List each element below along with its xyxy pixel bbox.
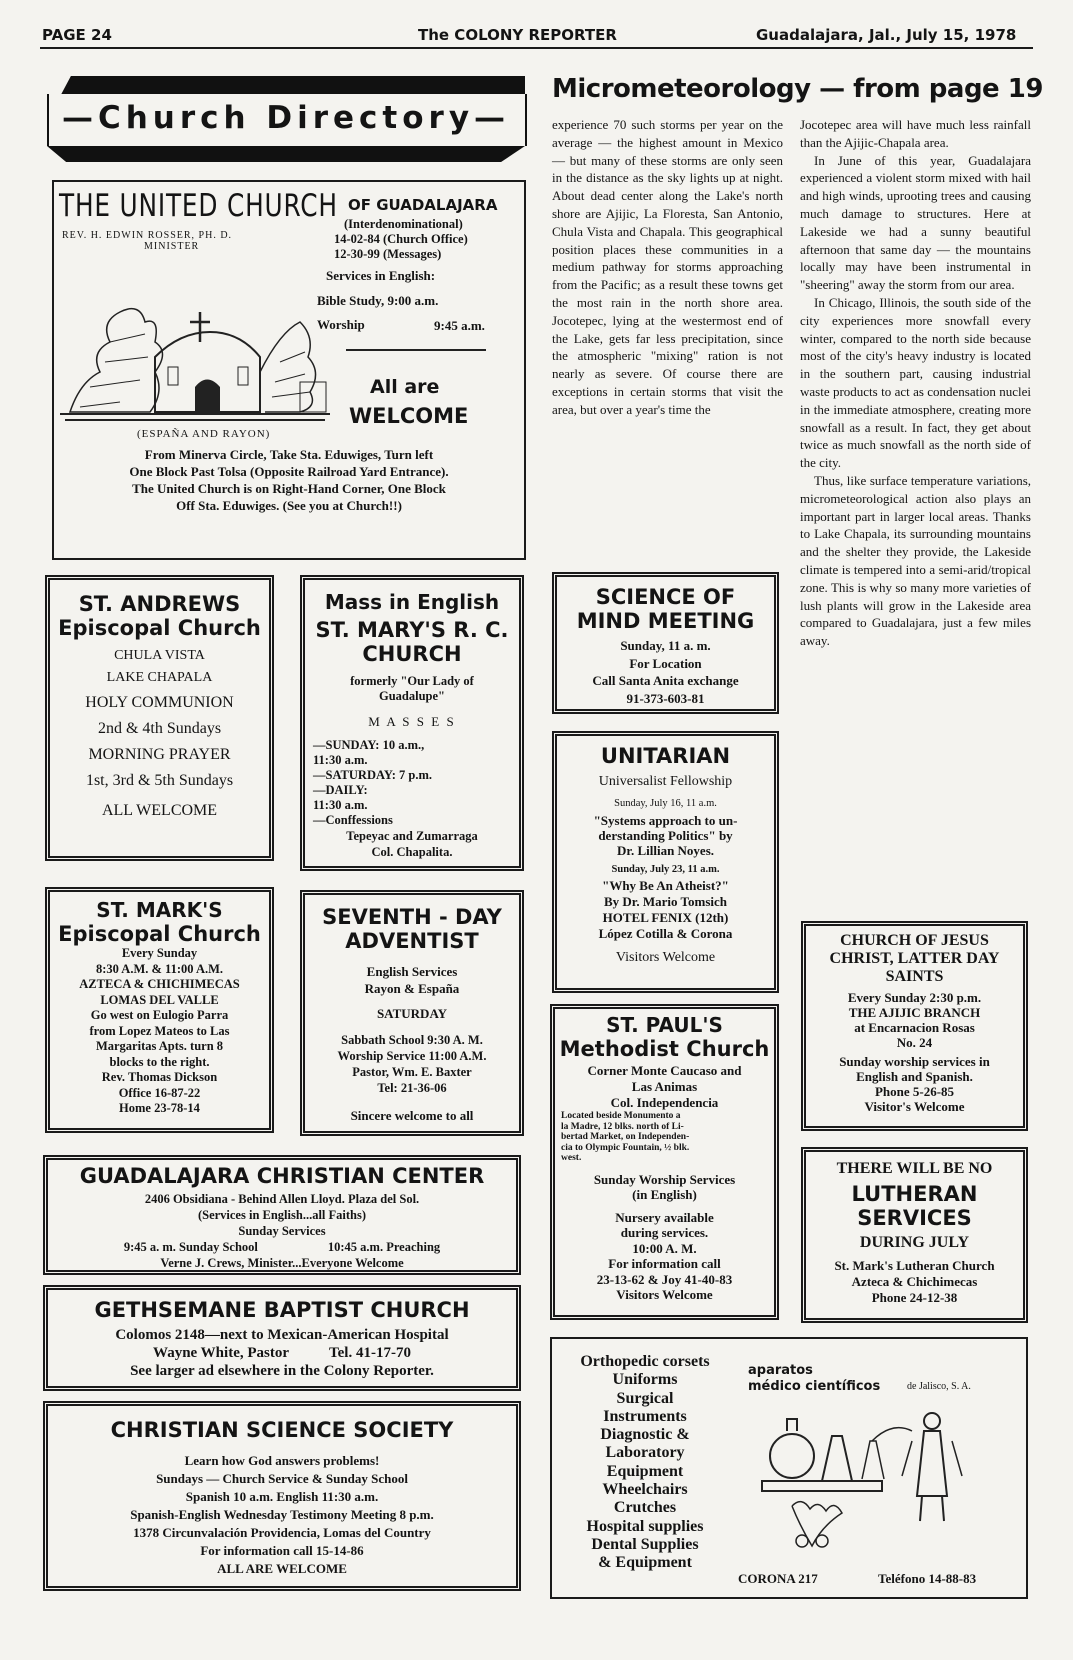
direction-line: One Block Past Tolsa (Opposite Railroad Yard Entrance). [129,464,449,479]
st-marys-line: 11:30 a.m. [313,753,368,767]
st-pauls-line: la Madre, 12 blks. north of Li- [561,1121,684,1132]
st-marks-ad [48,890,271,1130]
lds-line: No. 24 [896,1035,933,1050]
medical-item: Diagnostic & [600,1426,690,1444]
unitarian-line: Dr. Lillian Noyes. [616,843,715,858]
article-column-1 [552,116,783,419]
christian-science-line: For information call 15-14-86 [200,1543,364,1558]
st-andrews-line: HOLY COMMUNION [85,694,234,711]
christian-center-title: GUADALAJARA CHRISTIAN CENTER [79,1164,485,1188]
united-church-minister-title: MINISTER [144,241,200,252]
article-paragraph: Thus, like surface temperature variations, micrometeorological action also plays an important part in larger local areas. Thanks to Lake Chapala, its surrounding mountains and the shelter they provide, the Lakeside climate is tempered into a semi-arid/tropical zone. This is why so many more varieties of lush plants will grow in the Lakeside area compared to Guadalajara, just a few miles away. [800,472,1031,649]
newspaper-name: The COLONY REPORTER [418,26,617,44]
lutheran-line: St. Mark's Lutheran Church [834,1258,995,1273]
unitarian-line: By Dr. Mario Tomsich [603,894,728,909]
lds-line: English and Spanish. [856,1069,973,1084]
st-andrews-line: 1st, 3rd & 5th Sundays [85,772,234,789]
st-marys-ad [303,578,521,868]
gethsemane-title: GETHSEMANE BAPTIST CHURCH [94,1298,470,1322]
st-marks-line: from Lopez Mateos to Las [89,1023,230,1038]
unitarian-line: "Why Be An Atheist?" [602,878,729,893]
article-paragraph: Jocotepec area will have much less rainfall than the Ajijic-Chapala area. [800,117,1031,150]
st-marys-masses: M A S S E S [368,714,456,729]
welcome-line-2: WELCOME [349,404,469,428]
christian-center-school: 9:45 a. m. Sunday School [123,1240,258,1254]
services-rule [346,349,486,351]
adventist-ad [303,893,521,1133]
direction-line: Off Sta. Eduwiges. (See you at Church!!) [176,498,402,513]
adventist-title-2: ADVENTIST [345,929,479,953]
lds-line: Phone 5-26-85 [874,1084,955,1099]
lutheran-line: THERE WILL BE NO [836,1160,993,1177]
science-mind-line: 91-373-603-81 [626,690,705,706]
st-pauls-line: Nursery available [615,1209,714,1225]
st-pauls-line: Sunday Worship Services [593,1171,736,1187]
lutheran-line: DURING JULY [859,1234,970,1251]
st-marks-line: blocks to the right. [109,1054,210,1069]
united-church-ad [52,180,526,560]
st-andrews-ad [48,578,271,858]
medical-item: Crutches [613,1499,677,1517]
st-marys-line: —Conffessions [313,813,393,827]
lds-line: Sunday worship services in [839,1054,990,1069]
st-pauls-subtitle: Methodist Church [559,1037,770,1061]
article-paragraph: In Chicago, Illinois, the south side of the city experiences more snowfall every winter, compared to the north side because most of the city's heavy industry is located in the southern part, causing industrial waste products to act as condensation nuclei in the immediate atmosphere, creating more snowfall as a result. In fact, they get about twice as much snowfall as the north side of the city. [800,294,1031,471]
st-andrews-line: LAKE CHAPALA [106,670,213,685]
adventist-line: Pastor, Wm. E. Baxter [352,1065,472,1079]
medical-item: Wheelchairs [602,1481,688,1499]
st-marks-line: Margaritas Apts. turn 8 [95,1039,224,1053]
christian-science-title: CHRISTIAN SCIENCE SOCIETY [110,1418,454,1442]
science-mind-line: Sunday, 11 a. m. [620,638,711,653]
united-church-phone-messages: 12-30-99 (Messages) [334,247,442,261]
st-pauls-line: during services. [620,1225,709,1240]
unitarian-line: Visitors Welcome [615,950,716,965]
united-church-of: OF GUADALAJARA [348,196,498,214]
medical-address: CORONA 217 [738,1571,818,1586]
christian-science-line: ALL ARE WELCOME [217,1561,347,1576]
lds-ad [804,924,1025,1128]
medical-item: Equipment [606,1462,684,1480]
st-marys-header: Mass in English [324,590,500,614]
lds-title-2: CHRIST, LATTER DAY [829,950,1000,967]
dateline: Guadalajara, Jal., July 15, 1978 [756,26,1017,44]
article-paragraph: experience 70 such storms per year on the average — the highest amount in Mexico — but many of these storms are only seen in the distance as the sky lights up at night. About dead center along the Lake's north shore are Ajijic, La Floresta, San Antonio, Chula Vista and Chapala. This geographical position places these communities in a medium pathway for storms approaching from the Pacific; as a result these towns get the most rain in the north shore area. Jocotepec, lying at the westermost end of the Lake, gets far less precipitation, since the atmospheric "mixing" ration is not nearly as severe. Of course there are exceptions in certain storms that visit the area, but over a year's time the [552,117,783,417]
adventist-line: Tel: 21-36-06 [377,1081,447,1095]
st-marks-line: 8:30 A.M. & 11:00 A.M. [95,961,224,976]
st-andrews-line: CHULA VISTA [114,648,205,663]
st-marks-line: Every Sunday [121,946,198,960]
st-pauls-line: bertad Market, on Independen- [561,1132,690,1142]
united-church-sub: (Interdenominational) [344,217,463,231]
st-marys-line: —SATURDAY: 7 p.m. [313,768,433,782]
st-marys-line: Tepeyac and Zumarraga [346,829,478,843]
lds-title: CHURCH OF JESUS [840,932,989,949]
worship-label: Worship [317,317,365,332]
christian-science-line: 1378 Circunvalación Providencia, Lomas del Country [133,1525,431,1540]
st-pauls-line: 10:00 A. M. [632,1240,697,1256]
christian-center-line: Verne J. Crews, Minister...Everyone Welcome [160,1256,404,1270]
medical-item: Laboratory [605,1444,685,1462]
st-marys-line: 11:30 a.m. [313,798,368,812]
st-pauls-line: cia to Olympic Fountain, ½ blk. [561,1142,690,1153]
christian-center-line: Sunday Services [238,1224,326,1238]
bible-study: Bible Study, 9:00 a.m. [317,293,439,308]
science-mind-line: Call Santa Anita exchange [592,673,739,688]
christian-science-line: Sundays — Church Service & Sunday School [156,1471,408,1486]
medical-item: Instruments [603,1407,687,1425]
direction-line: The United Church is on Right-Hand Corner, One Block [132,481,446,496]
lutheran-title-2: SERVICES [857,1206,972,1230]
lds-line: at Encarnacion Rosas [854,1020,975,1035]
st-marks-title: ST. MARK'S [96,898,223,922]
science-mind-line: For Location [629,655,702,671]
st-marys-line: formerly "Our Lady of [350,674,474,688]
st-pauls-line: For information call [608,1256,721,1271]
st-marys-line: Guadalupe" [379,689,445,703]
lutheran-line: Azteca & Chichimecas [851,1274,978,1289]
st-andrews-line: 2nd & 4th Sundays [97,720,222,737]
st-pauls-line: 23-13-62 & Joy 41-40-83 [596,1271,733,1287]
unitarian-line: López Cotilla & Corona [598,926,733,941]
adventist-line: Rayon & España [364,981,460,996]
st-marks-line: Office 16-87-22 [118,1085,201,1100]
adventist-title: SEVENTH - DAY [322,905,502,929]
st-pauls-ad [553,1007,776,1317]
christian-center-preaching: 10:45 a.m. Preaching [327,1240,441,1254]
medical-phone: Teléfono 14-88-83 [878,1571,977,1586]
st-marks-line: LOMAS DEL VALLE [100,992,219,1007]
st-andrews-title: ST. ANDREWS [78,592,241,616]
unitarian-line: Sunday, July 16, 11 a.m. [614,798,717,809]
medical-brand-2: médico científicos [748,1379,881,1394]
gethsemane-pastor-line [48,1344,516,1362]
gethsemane-phone: Tel. 41-17-70 [329,1345,411,1361]
united-church-phone-office: 14-02-84 (Church Office) [334,232,468,246]
gethsemane-line: See larger ad elsewhere in the Colony Reporter. [130,1363,434,1379]
article-paragraph: In June of this year, Guadalajara experienced a violent storm mixed with hail and high winds, uprooting trees and causing much damage to structures. Here at Lakeside we had a sunny beautiful afternoon that same day — the mountains locally may have been instrumental in "sheering" away the storm from our area. [800,152,1031,293]
christian-center-schedule [48,1239,516,1255]
page-number: PAGE 24 [42,26,112,44]
medical-item: Dental Supplies [591,1535,699,1553]
unitarian-line: Sunday, July 23, 11 a.m. [611,864,720,875]
masthead-rule [40,47,1033,49]
adventist-line: SATURDAY [376,1006,448,1021]
welcome-line-1: All are [370,376,440,398]
directory-title: —Church Directory— [61,100,511,136]
st-marys-title-2: CHURCH [362,642,462,666]
lds-line: Every Sunday 2:30 p.m. [847,990,982,1005]
united-church-minister: REV. H. EDWIN ROSSER, PH. D. [62,230,233,241]
science-mind-title-2: MIND MEETING [576,609,755,633]
lutheran-ad [804,1150,1025,1320]
services-label: Services in English: [326,268,436,283]
article-column-2 [800,116,1031,650]
gethsemane-ad [46,1288,518,1388]
lutheran-line: Phone 24-12-38 [871,1290,958,1305]
st-marys-line: —DAILY: [313,783,368,797]
church-illustration-icon [60,262,330,432]
medical-item: Surgical [616,1389,674,1407]
united-church-directions [58,446,520,514]
unitarian-line: "Systems approach to un- [593,813,738,828]
medical-items-list [560,1353,730,1573]
science-of-mind-ad [555,575,776,711]
st-marks-line: AZTECA & CHICHIMECAS [79,977,240,991]
st-marks-line: Home 23-78-14 [119,1101,200,1115]
unitarian-ad [555,734,776,990]
medical-item: & Equipment [598,1554,692,1572]
unitarian-line: derstanding Politics" by [598,828,733,843]
direction-line: From Minerva Circle, Take Sta. Eduwiges, Turn left [144,447,434,462]
united-church-caption: (ESPAÑA AND RAYON) [137,428,271,440]
gethsemane-pastor: Wayne White, Pastor [153,1345,289,1361]
st-pauls-line: Corner Monte Caucaso and [587,1063,742,1078]
adventist-line: Sincere welcome to all [350,1108,474,1123]
adventist-line: English Services [366,964,458,979]
st-marys-title: ST. MARY'S R. C. [315,618,509,642]
st-marys-line: Col. Chapalita. [371,845,453,859]
lds-title-3: SAINTS [885,968,944,985]
lutheran-title: LUTHERAN [851,1182,978,1206]
medical-item: Orthopedic corsets [580,1353,710,1370]
st-marys-line: —SUNDAY: 10 a.m., [313,738,425,752]
christian-science-line: Spanish 10 a.m. English 11:30 a.m. [185,1489,379,1504]
lab-equipment-illustration-icon [752,1401,1022,1561]
st-pauls-line: Located beside Monumento a [561,1111,681,1121]
unitarian-line: Universalist Fellowship [598,774,733,789]
st-pauls-line: west. [561,1153,582,1163]
st-pauls-line: Col. Independencia [610,1095,719,1110]
adventist-line: Sabbath School 9:30 A. M. [341,1033,483,1047]
article-headline: Micrometeorology — from page 19 [552,74,1043,104]
medical-item: Hospital supplies [586,1517,704,1535]
medical-brand-1: aparatos [748,1363,813,1378]
unitarian-title: UNITARIAN [600,744,731,768]
directory-banner [47,76,525,168]
christian-center-line: (Services in English...all Faiths) [197,1208,367,1222]
medical-item: Uniforms [612,1371,678,1389]
medical-brand-3: de Jalisco, S. A. [907,1381,971,1392]
st-andrews-line: ALL WELCOME [101,802,218,819]
st-pauls-line: (in English) [632,1187,697,1202]
christian-science-ad [46,1404,518,1588]
st-pauls-line: Las Animas [631,1079,698,1094]
st-marks-subtitle: Episcopal Church [58,922,261,946]
christian-science-line: Learn how God answers problems! [184,1453,380,1468]
lds-line: THE AJIJIC BRANCH [848,1005,981,1020]
gethsemane-line: Colomos 2148—next to Mexican-American Hospital [115,1327,449,1343]
christian-science-line: Spanish-English Wednesday Testimony Meeting 8 p.m. [130,1507,434,1522]
st-pauls-title: ST. PAUL'S [606,1013,723,1037]
united-church-name: THE UNITED CHURCH [59,188,338,224]
st-andrews-subtitle: Episcopal Church [58,616,261,640]
christian-center-ad [46,1158,518,1272]
medical-supplies-ad [550,1337,1028,1599]
adventist-line: Worship Service 11:00 A.M. [337,1049,487,1063]
st-marks-line: Rev. Thomas Dickson [101,1070,218,1084]
worship-time: 9:45 a.m. [434,318,485,333]
lds-line: Visitor's Welcome [864,1099,965,1114]
christian-center-line: 2406 Obsidiana - Behind Allen Lloyd. Plaza del Sol. [144,1192,420,1206]
st-andrews-line: MORNING PRAYER [88,746,231,763]
unitarian-line: HOTEL FENIX (12th) [602,910,729,925]
st-marks-line: Go west on Eulogio Parra [90,1008,229,1022]
science-mind-title: SCIENCE OF [595,585,736,609]
st-pauls-line: Visitors Welcome [616,1287,713,1302]
